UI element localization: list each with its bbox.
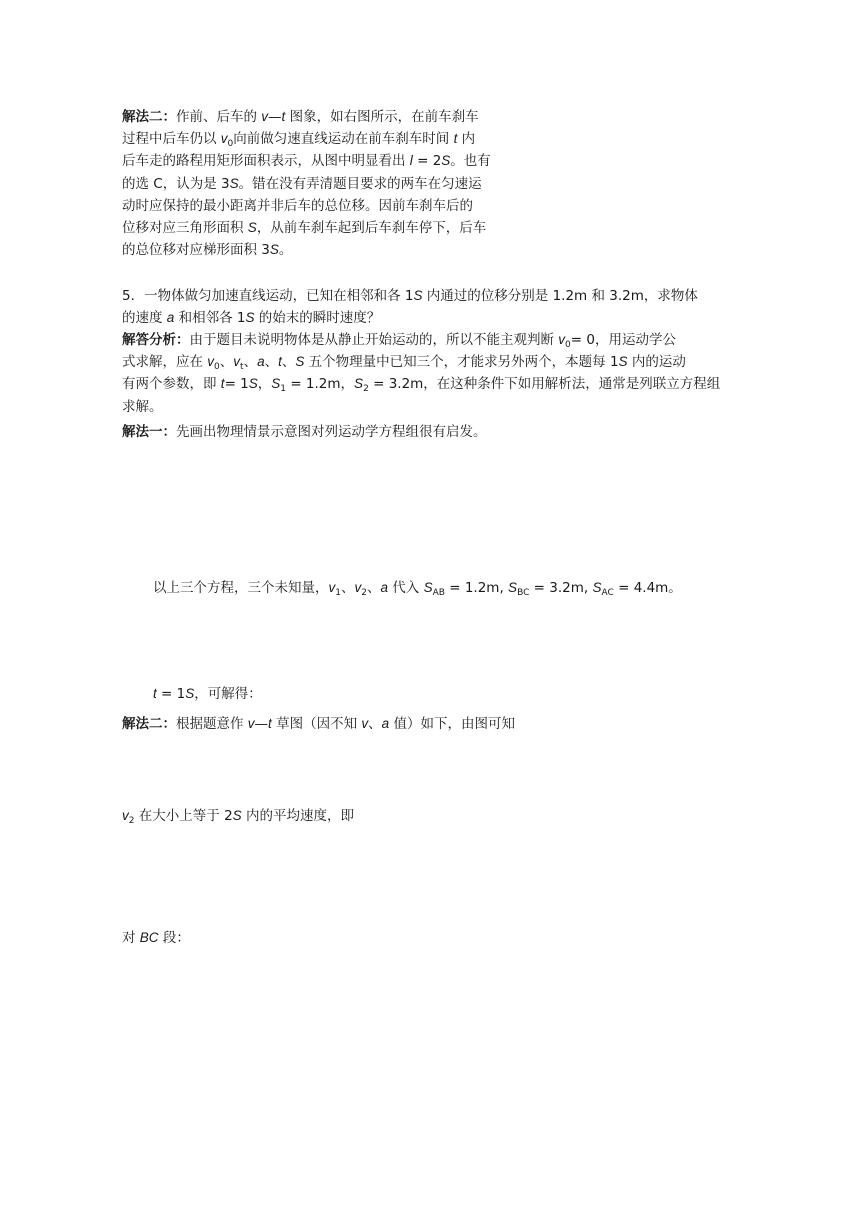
math-symbol: v	[233, 354, 241, 370]
math-symbol: v	[261, 109, 269, 124]
bc-segment-note	[122, 927, 190, 949]
subscript: 0	[214, 362, 220, 373]
solution-2-text: 作前、后车的 v—t 图象，如右图所示，在前车刹车 过程中后车仍以 $v_0$向前做匀速直线运动在前车刹车时间 t 内 后车走的路程用矩形面积表示，从图中明显看出 l = 2S。也有 的选 C，认为是 3S。错在没有弄清题目要求的两车在匀速运 动时应保持的最小距离并非后车的总位移。因前车刹车后的 位移对应三角形面积 S，从前车刹车起到后车刹车停下，后车 的总位移对应梯形面积 3S。	[122, 109, 491, 259]
math-symbol: S	[423, 580, 433, 595]
math-symbol: a	[381, 716, 390, 731]
bc-segment-text: 对 BC 段：	[122, 930, 190, 946]
math-symbol: S	[269, 242, 279, 258]
solution-2-paragraph	[122, 106, 491, 261]
math-symbol: v	[207, 354, 215, 370]
math-symbol: v	[122, 808, 129, 823]
math-symbol: t	[220, 376, 225, 392]
math-symbol: t	[268, 716, 272, 731]
subscript: 2	[363, 384, 369, 395]
v2-average-text: $v_2$ 在大小上等于 2S 内的平均速度，即	[122, 808, 354, 826]
solution-1-label: 解法一：	[122, 424, 176, 440]
math-symbol: v	[247, 716, 255, 731]
problem-5-statement	[122, 285, 698, 329]
equations-note-text: 以上三个方程，三个未知量，$v_1$、$v_2$、a 代入 $S_{AB} = 1.2m$, $S_{BC} = 3.2m$, $S_{AC} = 4.4m$。	[153, 580, 682, 598]
math-symbol: S	[185, 686, 195, 701]
solution-2-sketch-label: 解法二：	[122, 716, 176, 732]
subscript: BC	[517, 588, 530, 598]
v2-average-note	[122, 805, 354, 827]
math-symbol: t	[153, 686, 157, 701]
math-symbol: BC	[139, 930, 159, 945]
solve-note	[153, 683, 262, 705]
subscript: 0	[227, 139, 234, 150]
subscript: 2	[128, 816, 135, 826]
math-symbol: v	[558, 332, 566, 347]
math-symbol: S	[232, 808, 242, 823]
math-symbol: S	[508, 580, 518, 595]
math-symbol: t	[278, 354, 282, 370]
subscript: 1	[280, 384, 287, 395]
solution-2-sketch-text: 根据题意作 v—t 草图（因不知 v、a 值）如下，由图可知	[176, 716, 515, 732]
math-symbol: v	[361, 716, 369, 731]
subscript: 0	[565, 340, 571, 350]
subscript: AC	[601, 588, 614, 598]
math-symbol: t	[281, 109, 286, 124]
analysis-paragraph	[122, 329, 720, 418]
math-symbol: l	[409, 153, 413, 169]
analysis-label: 解答分析：	[122, 332, 190, 348]
equations-note	[153, 577, 682, 599]
math-symbol: S	[271, 376, 281, 392]
math-symbol: S	[229, 175, 239, 191]
analysis-text: 由于题目未说明物体是从静止开始运动的，所以不能主观判断 $v_0= 0$，用运动学公 式求解，应在 $v_0$、$v_t$、a、t、S 五个物理量中已知三个，才能求另外两个，本题每 1S 内的运动 有两个参数，即 t= 1S，$S_1 = 1.2m$，$S_2 = 3.2m$，在这种条件下如用解析法，通常是列联立方程组 求解。	[122, 332, 721, 415]
subscript: 1	[335, 588, 341, 598]
math-symbol: a	[380, 580, 388, 595]
solution-2-label: 解法二：	[122, 109, 176, 125]
math-symbol: v	[328, 580, 336, 595]
math-symbol: a	[166, 310, 175, 326]
math-symbol: S	[592, 580, 602, 595]
solve-note-text: t = 1S，可解得：	[153, 686, 262, 702]
math-symbol: S	[413, 288, 423, 303]
math-symbol: S	[354, 376, 364, 392]
subscript: t	[240, 362, 244, 373]
subscript: 2	[361, 588, 367, 598]
math-symbol: S	[245, 310, 255, 326]
subscript: AB	[432, 588, 445, 598]
solution-1-paragraph	[122, 421, 487, 443]
math-symbol: v	[354, 580, 362, 595]
solution-1-text: 先画出物理情景示意图对列运动学方程组很有启发。	[176, 424, 487, 440]
math-symbol: t	[453, 131, 458, 147]
solution-2-sketch-paragraph	[122, 713, 515, 735]
math-symbol: a	[257, 354, 265, 370]
problem-5-text: 5．一物体做匀加速直线运动，已知在相邻和各 1S 内通过的位移分别是 1.2m 和 3.2m，求物体 的速度 a 和相邻各 1S 的始末的瞬时速度？	[122, 288, 698, 327]
math-symbol: S	[295, 354, 305, 370]
math-symbol: S	[248, 376, 258, 392]
math-symbol: v	[220, 131, 228, 147]
math-symbol: S	[618, 354, 628, 370]
math-symbol: S	[247, 220, 257, 236]
math-symbol: S	[441, 153, 451, 169]
